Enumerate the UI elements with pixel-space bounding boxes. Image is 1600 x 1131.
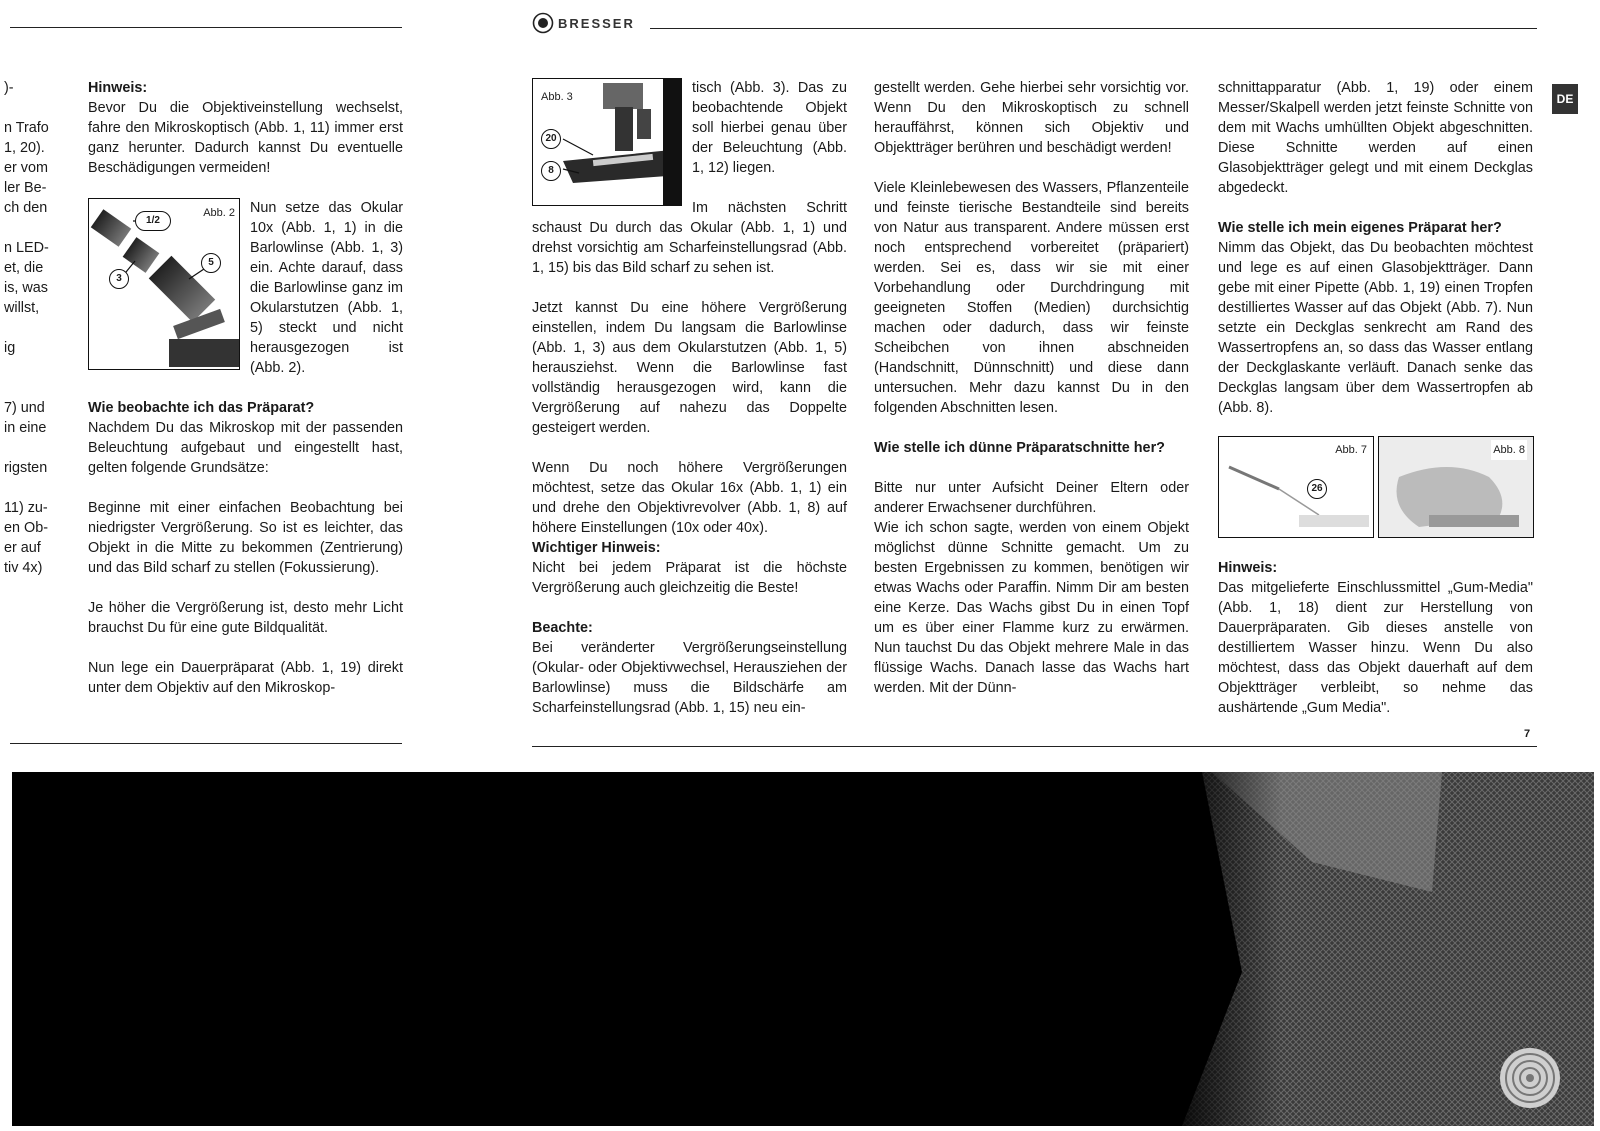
okular-paragraph: Nun setze das Okular 10x (Abb. 1, 1) in die Barlowlinse (Abb. 1, 3) ein. Achte darauf, dass die Barlowlinse ganz im Okularstutzen (Abb. 1, 5) steckt und nicht herausgezogen ist (Abb. 2). bbox=[250, 200, 403, 376]
fragment-line: willst, bbox=[4, 300, 40, 316]
fragment-line: ch den bbox=[4, 200, 48, 216]
brand-logo bbox=[532, 10, 635, 36]
fabric-photo bbox=[12, 772, 1594, 1126]
fragment-line: ig bbox=[4, 340, 16, 356]
figure-abb-7-label: Abb. 7 bbox=[1335, 444, 1367, 456]
column-2 bbox=[532, 78, 847, 718]
fragment-line: )- bbox=[4, 80, 14, 96]
fragment-line: er vom bbox=[4, 160, 48, 176]
fragment-line: n Trafo bbox=[4, 120, 49, 136]
eigenes-praeparat-heading: Wie stelle ich mein eigenes Präparat her? bbox=[1218, 220, 1502, 236]
wichtiger-hinweis-heading: Wichtiger Hinweis: bbox=[532, 540, 661, 556]
language-tab-label: DE bbox=[1556, 92, 1574, 106]
fragment-line bbox=[4, 438, 49, 458]
hinweis-gum-media-paragraph: Das mitgelieferte Einschlussmittel „Gum-Media" (Abb. 1, 18) dient zur Herstellung von Dauerpräparaten. Gib dieses anstelle von destilliertem Wasser hinzu. Wenn Du also möchtest, dass das Objekt dauerhaft auf dem Objektträger verbleibt, so nehme das aushärtende „Gum Media". bbox=[1218, 580, 1533, 716]
schritt-paragraph: Im nächsten Schritt schaust Du durch das Okular (Abb. 1, 1) und drehst vorsichtig am Scharfeinstellungsrad (Abb. 1, 15) bis das Bild scharf zu sehen ist. bbox=[532, 200, 847, 276]
header-rule-right bbox=[650, 28, 1537, 29]
background-photo-dark bbox=[12, 772, 1594, 1126]
brand-name: BRESSER bbox=[558, 15, 635, 31]
tisch-paragraph: tisch (Abb. 3). Das zu beobachtende Objekt soll hierbei genau über der Beleuchtung (Abb. 1, 12) liegen. bbox=[692, 80, 847, 176]
duenne-schnitte-heading: Wie stelle ich dünne Präparatschnitte her? bbox=[874, 440, 1165, 456]
coverslip-illustration bbox=[1379, 437, 1533, 537]
fragment-line: tiv 4x) bbox=[4, 560, 43, 576]
figure-abb-2-label: Abb. 2 bbox=[203, 207, 235, 219]
fragment-line: ler Be- bbox=[4, 180, 47, 196]
jetzt-paragraph: Jetzt kannst Du eine höhere Vergrößerung einstellen, indem Du langsam die Barlowlinse (Abb. 1, 3) aus dem Okularstutzen (Abb. 1, 5) herausziehst. Wenn die Barlowlinse fast vollständig herausgezogen wird, kann die Vergrößerung auf nahezu das Doppelte gesteigert werden. bbox=[532, 300, 847, 436]
wachs-paragraph: Wie ich schon sagte, werden von einem Objekt möglichst dünne Schnitte gemacht. Um zu besten Ergebnissen zu kommen, benötigen wir etwas Wachs oder Paraffin. Nimm Dir am besten eine Kerze. Das Wachs gibst Du in einen Topf um es über einer Flamme kurz zu erwärmen. Nun tauchst Du das Objekt mehrere Male in das flüssige Wachs. Danach lasse das Wachs hart werden. Mit der Dünn- bbox=[874, 520, 1189, 696]
fragment-line bbox=[4, 218, 49, 238]
beobachte-heading: Wie beobachte ich das Präparat? bbox=[88, 400, 315, 416]
bresser-emblem-icon bbox=[532, 12, 554, 34]
fragment-line: en Ob- bbox=[4, 520, 48, 536]
header-rule-left bbox=[10, 27, 402, 28]
previous-page-fragments bbox=[4, 78, 49, 578]
wenn-paragraph: Wenn Du noch höhere Vergrößerungen möchtest, setze das Okular 16x (Abb. 1, 1) ein und drehe den Objektivrevolver (Abb. 1, 8) auf höhere Einstellungen (10x oder 40x). bbox=[532, 460, 847, 536]
fragment-line bbox=[4, 98, 49, 118]
fragment-line: in eine bbox=[4, 420, 47, 436]
footer-rule-right bbox=[532, 746, 1537, 747]
callout-26: 26 bbox=[1307, 479, 1327, 499]
beobachte-paragraph: Nachdem Du das Mikroskop mit der passenden Beleuchtung aufgebaut und eingestellt hast, gelten folgende Grundsätze: bbox=[88, 420, 403, 476]
bitte-paragraph: Bitte nur unter Aufsicht Deiner Eltern oder anderer Erwachsener durchführen. bbox=[874, 480, 1189, 516]
fragment-line: 7) und bbox=[4, 400, 45, 416]
viele-paragraph: Viele Kleinlebewesen des Wassers, Pflanzenteile und feinste tierische Bestandteile sind bereits von Natur aus transparent. Andere müssen erst noch entsprechend vorbereitet (präpariert) werden. Sei es, dass wir sie mit einer Vorbehandlung oder Durchdringung mit geeigneten Stoffen (Medien) durchsichtig machen oder dadurch, dass wir feinste Scheibchen von ihnen abschneiden (Handschnitt, Dünnschnitt) und diese dann untersuchen. Mehr dazu kannst Du in den folgenden Abschnitten lesen. bbox=[874, 180, 1189, 416]
fragment-line: er auf bbox=[4, 540, 41, 556]
column-1 bbox=[88, 78, 403, 698]
callout-1-2: 1/2 bbox=[135, 211, 171, 231]
figure-abb-8-label: Abb. 8 bbox=[1491, 440, 1527, 460]
fragment-line bbox=[4, 478, 49, 498]
beachte-heading: Beachte: bbox=[532, 620, 593, 636]
pipette-illustration bbox=[1219, 437, 1373, 537]
eigenes-praeparat-paragraph: Nimm das Objekt, das Du beobachten möchtest und lege es auf einen Glasobjektträger. Dann gebe mit einer Pipette (Abb. 1, 19) einen Tropfen destilliertes Wasser auf das Objekt (Abb. 7). Nun setzte ein Deckglas senkrecht am Rand des Wassertropfens an, so dass das Wasser entlang der Deckglaskante verläuft. Danach senke das Deckglas langsam über dem Wassertropfen ab (Abb. 8). bbox=[1218, 240, 1533, 416]
figure-abb-3 bbox=[532, 78, 682, 206]
dauerpraeparat-paragraph: Nun lege ein Dauerpräparat (Abb. 1, 19) direkt unter dem Objektiv auf den Mikroskop- bbox=[88, 660, 403, 696]
figure-row-7-8 bbox=[1218, 436, 1533, 538]
column-3 bbox=[874, 78, 1189, 698]
page-number: 7 bbox=[1524, 728, 1531, 740]
wichtiger-hinweis-paragraph: Nicht bei jedem Präparat ist die höchste Vergrößerung auch gleichzeitig die Beste! bbox=[532, 560, 847, 596]
figure-abb-7 bbox=[1218, 436, 1374, 538]
fragment-line: 11) zu- bbox=[4, 500, 48, 516]
column-4 bbox=[1218, 78, 1533, 718]
figure-abb-8 bbox=[1378, 436, 1534, 538]
callout-8: 8 bbox=[541, 161, 561, 181]
fragment-line bbox=[4, 378, 49, 398]
hinweis-heading: Hinweis: bbox=[88, 80, 148, 96]
callout-5: 5 bbox=[201, 253, 221, 273]
beginne-paragraph: Beginne mit einer einfachen Beobachtung bei niedrigster Vergrößerung. So ist es leichter, das Objekt in die Mitte zu bekommen (Zentrierung) und das Bild scharf zu stellen (Fokussierung). bbox=[88, 500, 403, 576]
fragment-line: et, die bbox=[4, 260, 44, 276]
figure-abb-3-label: Abb. 3 bbox=[541, 91, 573, 103]
language-tab bbox=[1552, 84, 1578, 114]
fragment-line: is, was bbox=[4, 280, 48, 296]
beachte-paragraph: Bei veränderter Vergrößerungseinstellung (Okular- oder Objektivwechsel, Herausziehen der Barlowlinse) muss die Bildschärfe am Scharfeinstellungsrad (Abb. 1, 15) neu ein- bbox=[532, 640, 847, 716]
schnitt-paragraph: schnittapparatur (Abb. 1, 19) oder einem Messer/Skalpell werden jetzt feinste Schnitte von dem mit Wachs umhüllten Objekt abgeschnitten. Diese Schnitte werden auf einen Glasobjektträger gelegt und mit einem Deckglas abgedeckt. bbox=[1218, 80, 1533, 196]
gestellt-paragraph: gestellt werden. Gehe hierbei sehr vorsichtig vor. Wenn Du den Mikroskoptisch zu schnell herauffährst, können sich Objektiv und Objektträger berühren und beschädigt werden! bbox=[874, 80, 1189, 156]
footer-rule-left bbox=[10, 743, 402, 744]
button-fastener bbox=[1500, 1048, 1560, 1108]
callout-20: 20 bbox=[541, 129, 561, 149]
hinweis-paragraph: Bevor Du die Objektiveinstellung wechselst, fahre den Mikroskoptisch (Abb. 1, 11) immer erst ganz herunter. Dadurch kannst Du eventuelle Beschädigungen vermeiden! bbox=[88, 100, 403, 176]
fragment-line: rigsten bbox=[4, 460, 48, 476]
figure-abb-2 bbox=[88, 198, 240, 370]
hoeher-paragraph: Je höher die Vergrößerung ist, desto mehr Licht brauchst Du für eine gute Bildqualität. bbox=[88, 600, 403, 636]
callout-3: 3 bbox=[109, 269, 129, 289]
fragment-line: n LED- bbox=[4, 240, 49, 256]
fragment-line: 1, 20). bbox=[4, 140, 45, 156]
fragment-line bbox=[4, 358, 49, 378]
fragment-line bbox=[4, 318, 49, 338]
hinweis-gum-media-heading: Hinweis: bbox=[1218, 560, 1278, 576]
